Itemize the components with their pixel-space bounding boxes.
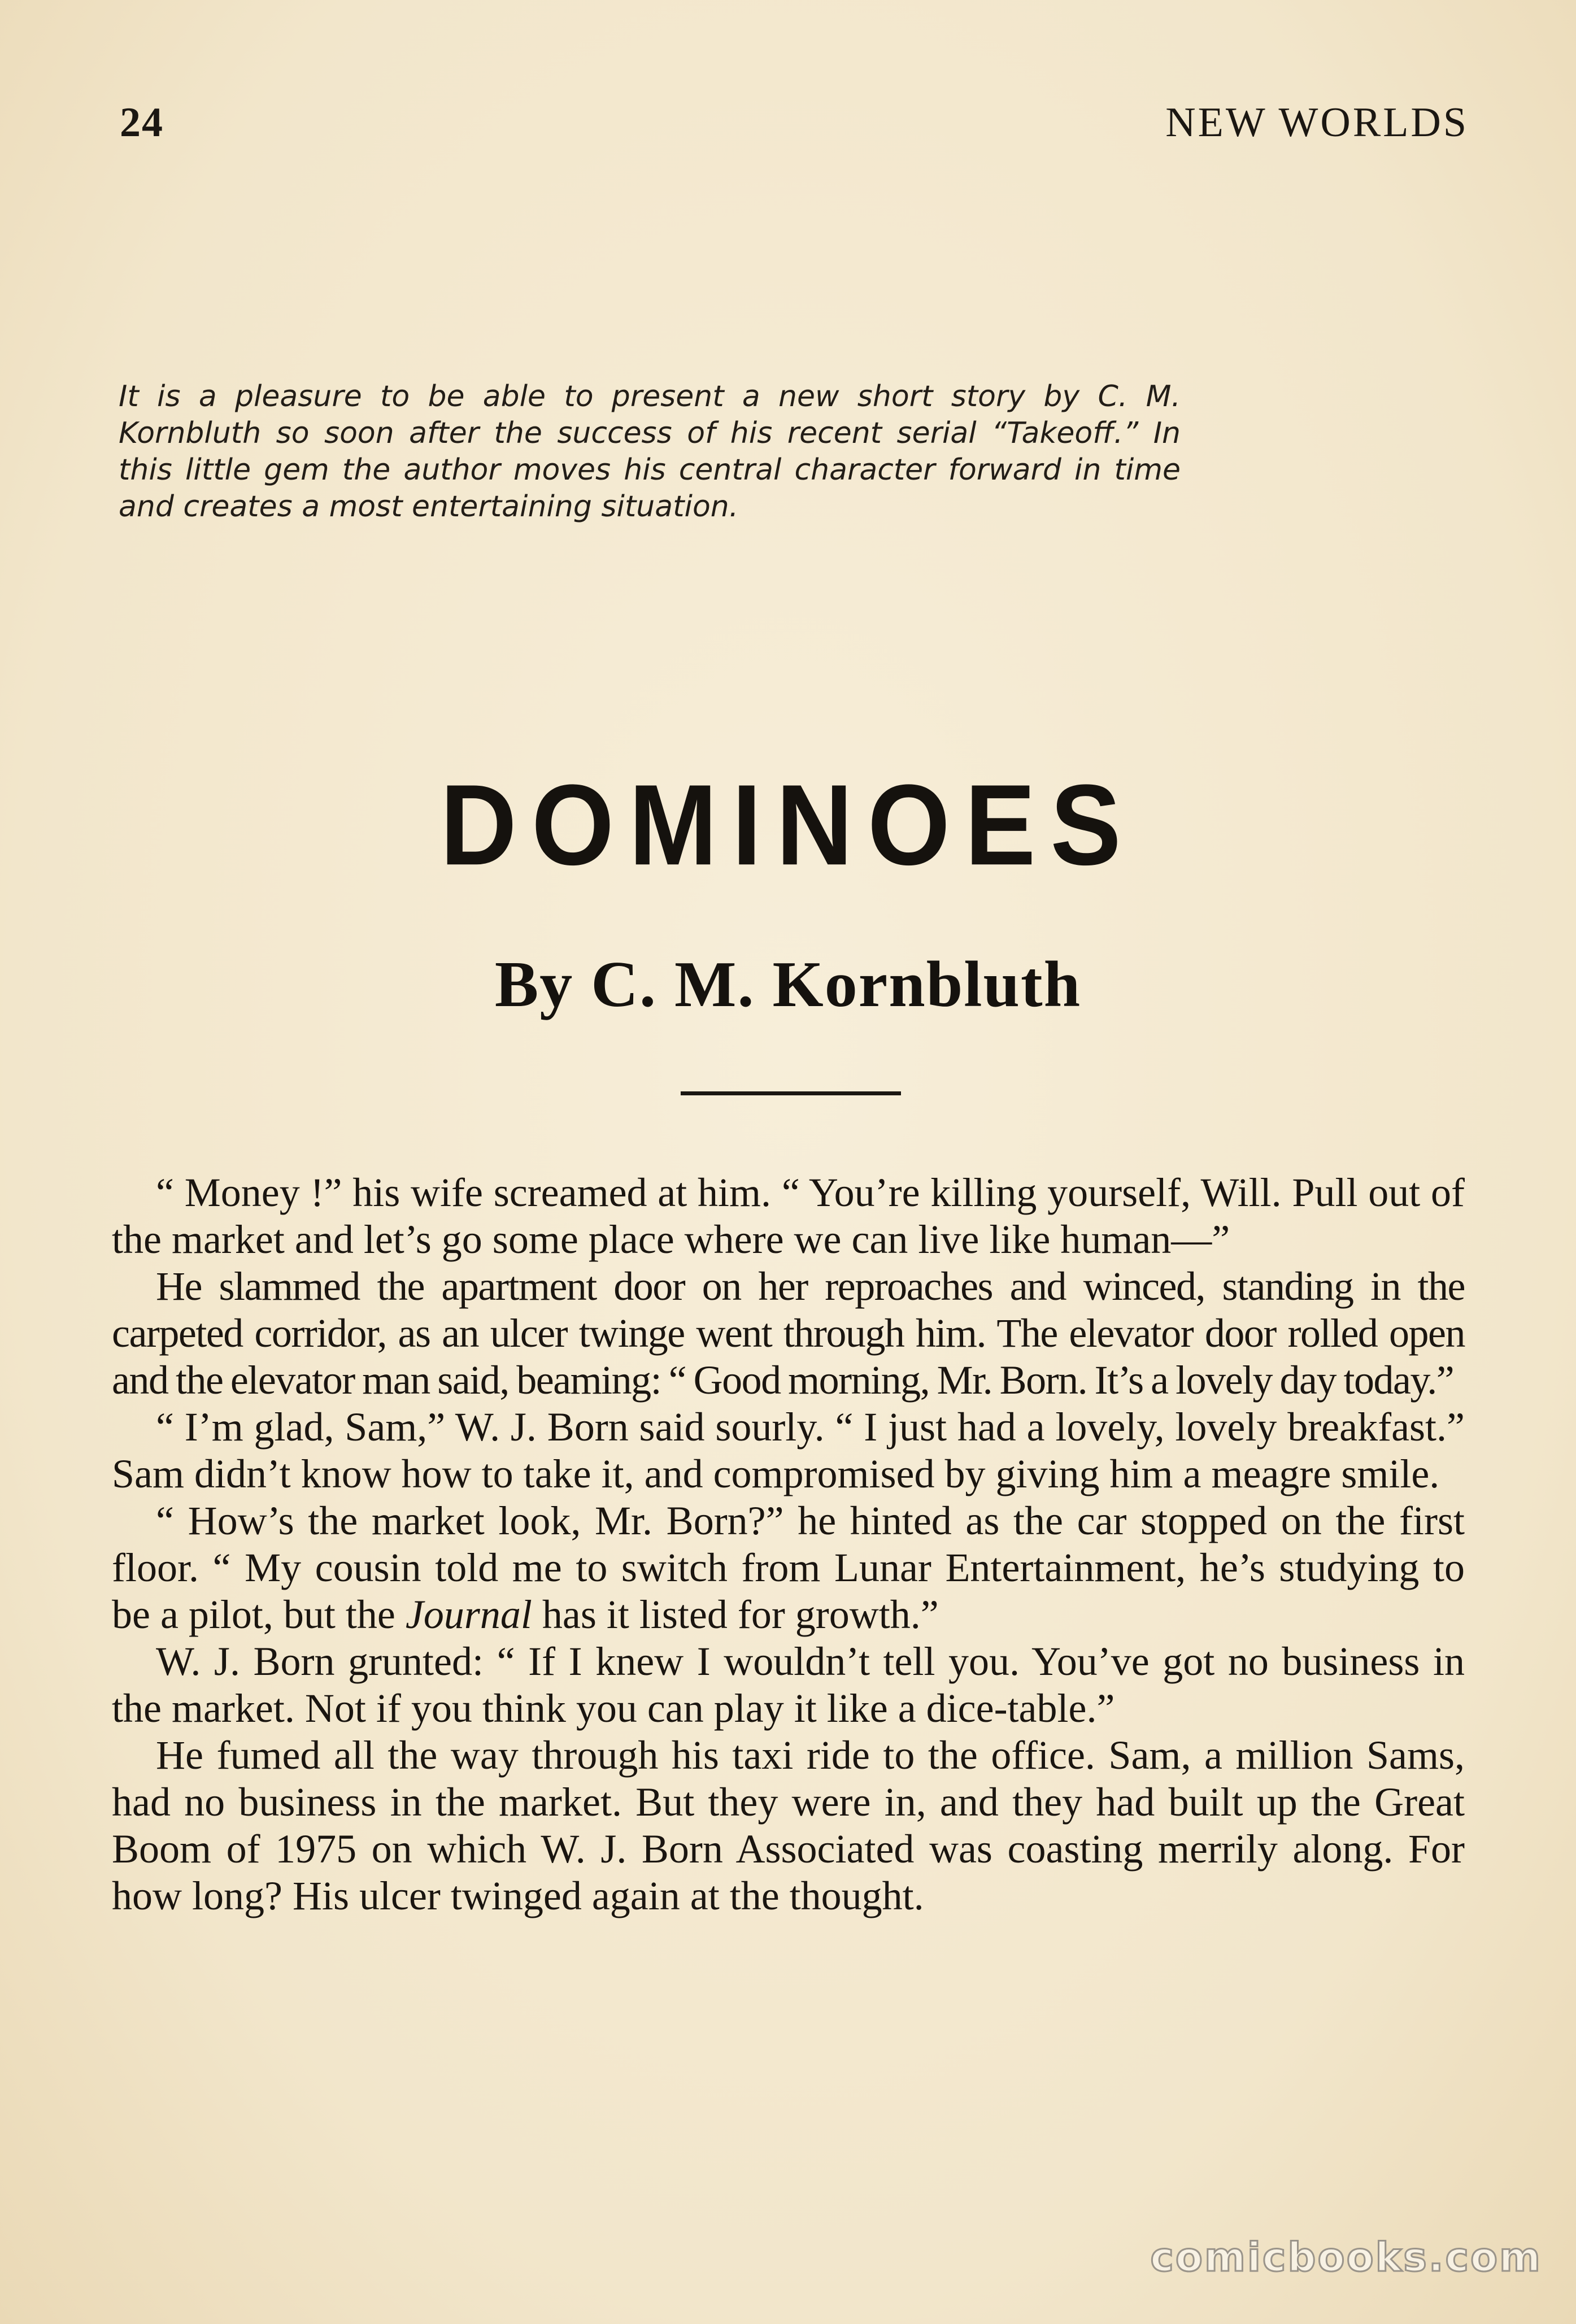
byline: By C. M. Kornbluth xyxy=(494,948,1082,1021)
paragraph: He slammed the apartment door on her reproaches and winced, standing in the carpeted corridor, as an ulcer twinge went through him. The elevator door rolled open and the elevator man said, beaming: “ Good morning, Mr. Born. It’s a lovely day today.” xyxy=(112,1264,1465,1403)
story-body xyxy=(112,1169,1465,1920)
watermark: comicbooks.com xyxy=(1150,2234,1542,2281)
journal-title: Journal xyxy=(405,1592,532,1637)
paragraph: “ Money !” his wife screamed at him. “ You’re killing yourself, Will. Pull out of the market and let’s go some place where we can live like human—” xyxy=(112,1170,1465,1262)
paragraph-text: has it listed for growth.” xyxy=(532,1592,939,1637)
paragraph: “ I’m glad, Sam,” W. J. Born said sourly. “ I just had a lovely, lovely breakfast.” Sam didn’t know how to take it, and compromised by giving him a meagre smile. xyxy=(112,1404,1465,1496)
editorial-intro xyxy=(119,378,1181,525)
page-number: 24 xyxy=(120,99,164,146)
title-divider xyxy=(681,1091,901,1095)
running-head: NEW WORLDS xyxy=(1165,99,1469,146)
paragraph-text: “ How’s the market look, Mr. Born?” he hinted as the car stopped on the first floor. “ My cousin told me to switch from Lunar Entertainment, he’s studying to be a pilot, but the xyxy=(112,1498,1465,1637)
paragraph: He fumed all the way through his taxi ride to the office. Sam, a million Sams, had no business in the market. But they were in, and they had built up the Great Boom of 1975 on which W. J. Born Associated was coasting merrily along. For how long? His ulcer twinged again at the thought. xyxy=(112,1733,1465,1918)
paragraph: W. J. Born grunted: “ If I knew I wouldn’t tell you. You’ve got no business in the market. Not if you think you can play it like a dice-table.” xyxy=(112,1639,1465,1731)
story-title: DOMINOES xyxy=(440,760,1136,889)
paragraph xyxy=(112,1498,1465,1638)
intro-text: It is a pleasure to be able to present a new short story by C. M. Kornbluth so soon after the success of his recent serial “Takeoff.” In this little gem the author moves his central character forward in time and creates a most entertaining situation. xyxy=(119,380,1181,524)
